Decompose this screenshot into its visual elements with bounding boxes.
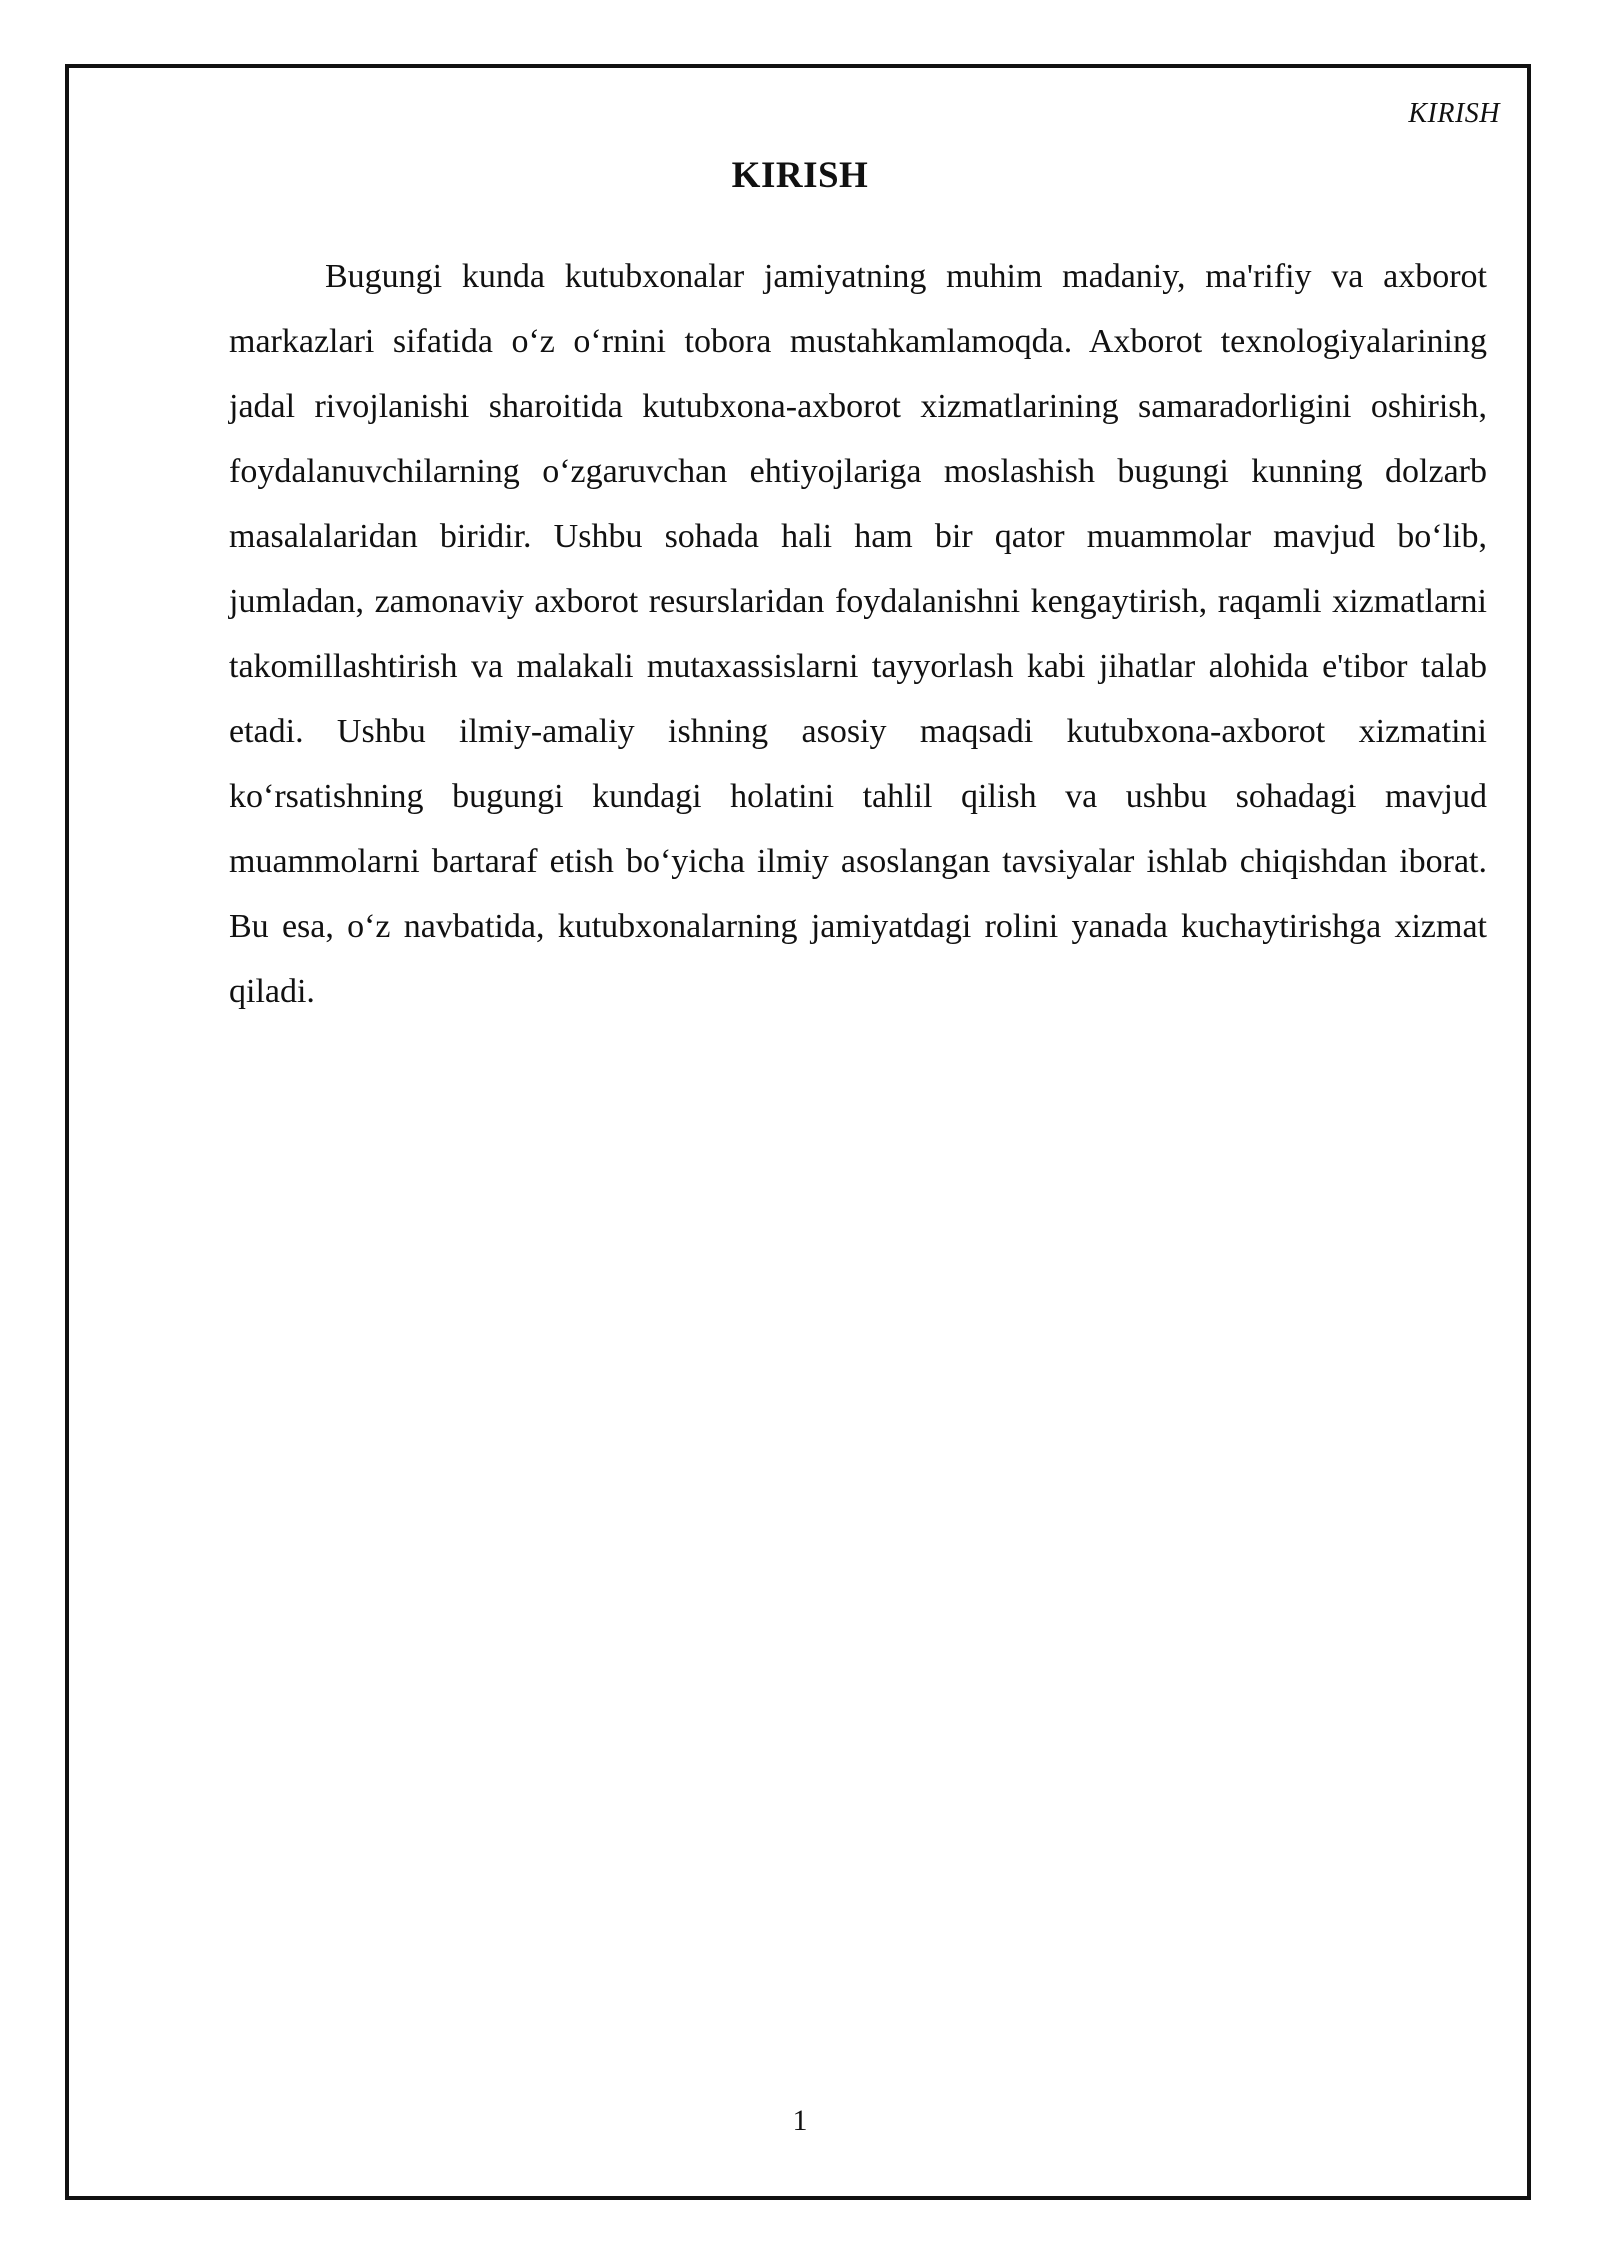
page-title: KIRISH (731, 155, 869, 196)
page-number: 1 (792, 2104, 808, 2137)
body-paragraph: Bugungi kunda kutubxonalar jamiyatning muhim madaniy, ma'rifiy va axborot markazlari sifatida o‘z o‘rnini tobora mustahkamlamoqda. Axborot texnologiyalarining jadal rivojlanishi sharoitida kutubxona-axborot xizmatlarining samaradorligini oshirish, foydalanuvchilarning o‘zgaruvchan ehtiyojlariga moslashish bugungi kunning dolzarb masalalaridan biridir. Ushbu sohada hali ham bir qator muammolar mavjud bo‘lib, jumladan, zamonaviy axborot resurslaridan foydalanishni kengaytirish, raqamli xizmatlarni takomillashtirish va malakali mutaxassislarni tayyorlash kabi jihatlar alohida e'tibor talab etadi. Ushbu ilmiy-amaliy ishning asosiy maqsadi kutubxona-axborot xizmatini ko‘rsatishning bugungi kundagi holatini tahlil qilish va ushbu sohadagi mavjud muammolarni bartaraf etish bo‘yicha ilmiy asoslangan tavsiyalar ishlab chiqishdan iborat. Bu esa, o‘z navbatida, kutubxonalarning jamiyatdagi rolini yanada kuchaytirishga xizmat qiladi. (229, 258, 1487, 1010)
running-header: KIRISH (1408, 98, 1500, 129)
